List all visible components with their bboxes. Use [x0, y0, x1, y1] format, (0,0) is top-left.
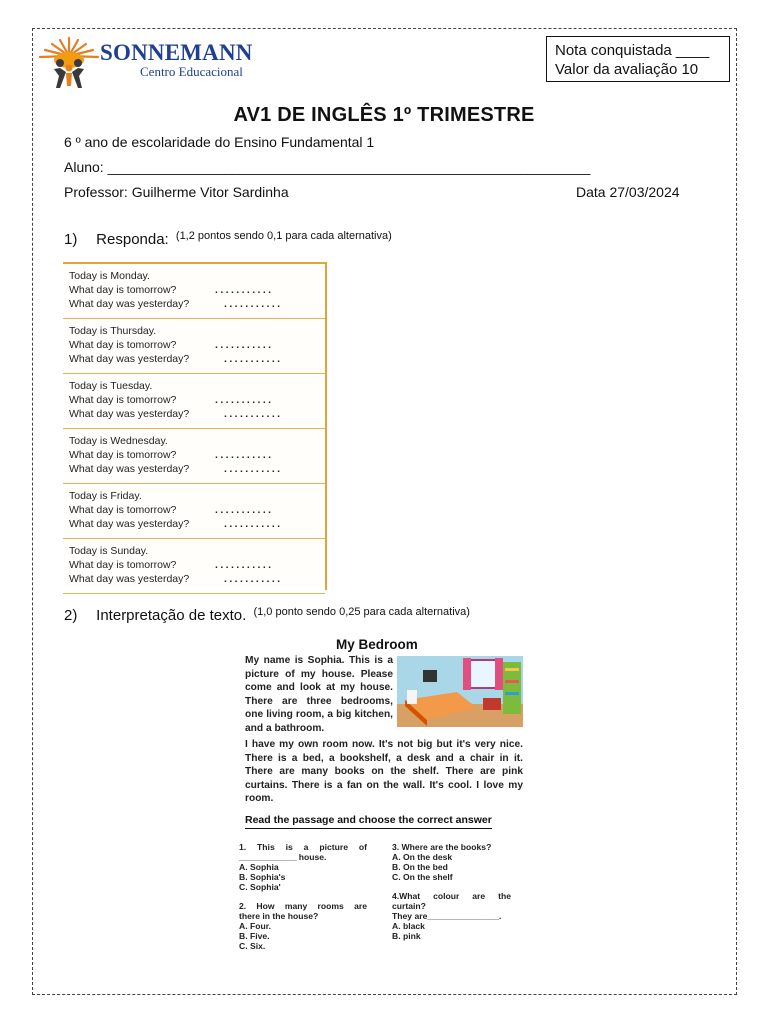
question-1-heading	[64, 230, 392, 248]
question-text: ____________ house.	[239, 852, 327, 862]
tomorrow-question: What day is tomorrow?	[69, 284, 177, 296]
answer-option: A. black	[392, 921, 425, 931]
today-line: Today is Sunday.	[69, 545, 149, 557]
question-text: curtain?	[392, 901, 426, 911]
answer-option: B. On the bed	[392, 862, 448, 872]
day-block	[63, 264, 325, 319]
question-text: They are_______________.	[392, 911, 502, 921]
answer-blank: ...........	[224, 518, 283, 530]
day-block	[63, 539, 325, 594]
yesterday-question: What day was yesterday?	[69, 353, 190, 365]
grade-box	[546, 36, 730, 82]
score-label: Nota conquistada ____	[555, 42, 710, 59]
answer-blank: ...........	[215, 394, 274, 406]
day-block	[63, 484, 325, 539]
tomorrow-question: What day is tomorrow?	[69, 559, 177, 571]
question-2-heading	[64, 606, 470, 624]
today-line: Today is Thursday.	[69, 325, 157, 337]
today-line: Today is Friday.	[69, 490, 142, 502]
answer-option: C. On the shelf	[392, 872, 453, 882]
question-text: 2. How many rooms are	[239, 901, 367, 911]
teacher-name: Professor: Guilherme Vitor Sardinha	[64, 184, 289, 200]
sun-people-icon	[36, 36, 102, 92]
answer-option: B. pink	[392, 931, 421, 941]
answer-option: A. On the desk	[392, 852, 453, 862]
school-logo	[36, 36, 253, 92]
answer-blank: ...........	[224, 408, 283, 420]
answer-option: A. Sophia	[239, 862, 279, 872]
answer-blank: ...........	[224, 573, 283, 585]
question-1-note: (1,2 pontos sendo 0,1 para cada alternativa)	[175, 230, 392, 242]
question-text: 3. Where are the books?	[392, 842, 492, 852]
yesterday-question: What day was yesterday?	[69, 298, 190, 310]
answer-blank: ...........	[215, 559, 274, 571]
answer-blank: ...........	[224, 463, 283, 475]
yesterday-question: What day was yesterday?	[69, 573, 190, 585]
exam-title: AV1 DE INGLÊS 1º TRIMESTRE	[233, 104, 535, 126]
questions-right-column	[392, 842, 511, 941]
question-text: 1. This is a picture of	[239, 842, 367, 852]
question-2-number: 2)	[64, 607, 78, 624]
answer-option: B. Sophia's	[239, 872, 286, 882]
question-2-note: (1,0 ponto sendo 0,25 para cada alternativa)	[253, 606, 470, 618]
today-line: Today is Wednesday.	[69, 435, 168, 447]
reading-paragraph-2: I have my own room now. It's not big but it's very nice. There is a bed, a bookshelf, a desk and a chair in it. There are many books on the shelf. There are pink curtains. There is a fan on the wall. It's cool. I love my room.	[245, 739, 523, 804]
answer-blank: ...........	[215, 284, 274, 296]
question-1-label: Responda:	[96, 231, 169, 248]
question-2-label: Interpretação de texto.	[96, 607, 247, 624]
reading-title: My Bedroom	[336, 637, 418, 652]
answer-blank: ...........	[215, 339, 274, 351]
tomorrow-question: What day is tomorrow?	[69, 339, 177, 351]
value-label: Valor da avaliação 10	[555, 61, 699, 78]
answer-option: C. Sophia'	[239, 882, 281, 892]
tomorrow-question: What day is tomorrow?	[69, 449, 177, 461]
grade-level: 6 º ano de escolaridade do Ensino Fundamental 1	[64, 134, 375, 150]
answer-blank: ...........	[224, 298, 283, 310]
day-block	[63, 429, 325, 484]
reading-instruction: Read the passage and choose the correct answer	[245, 814, 492, 829]
answer-option: B. Five.	[239, 931, 270, 941]
question-text: there in the house?	[239, 911, 319, 921]
tomorrow-question: What day is tomorrow?	[69, 394, 177, 406]
days-exercise	[63, 262, 327, 590]
answer-blank: ...........	[215, 449, 274, 461]
reading-paragraph-1: My name is Sophia. This is a picture of my house. Please come and look at my house. There are three bedrooms, one living room, a big kitchen, and a bathroom.	[245, 655, 393, 734]
school-subtitle: Centro Educacional	[140, 64, 243, 79]
school-name: SONNEMANN	[100, 40, 253, 65]
answer-blank: ...........	[215, 504, 274, 516]
answer-option: A. Four.	[239, 921, 271, 931]
student-name-field: Aluno: ______________________________________________________________	[64, 159, 591, 175]
yesterday-question: What day was yesterday?	[69, 518, 190, 530]
bedroom-illustration	[397, 656, 523, 727]
questions-left-column	[239, 842, 367, 951]
question-1-number: 1)	[64, 231, 78, 248]
day-block	[63, 319, 325, 374]
today-line: Today is Tuesday.	[69, 380, 153, 392]
answer-blank: ...........	[224, 353, 283, 365]
exam-date: Data 27/03/2024	[576, 184, 680, 200]
yesterday-question: What day was yesterday?	[69, 408, 190, 420]
tomorrow-question: What day is tomorrow?	[69, 504, 177, 516]
question-text: 4.What colour are the	[392, 891, 511, 901]
yesterday-question: What day was yesterday?	[69, 463, 190, 475]
answer-option: C. Six.	[239, 941, 266, 951]
today-line: Today is Monday.	[69, 270, 150, 282]
day-block	[63, 374, 325, 429]
